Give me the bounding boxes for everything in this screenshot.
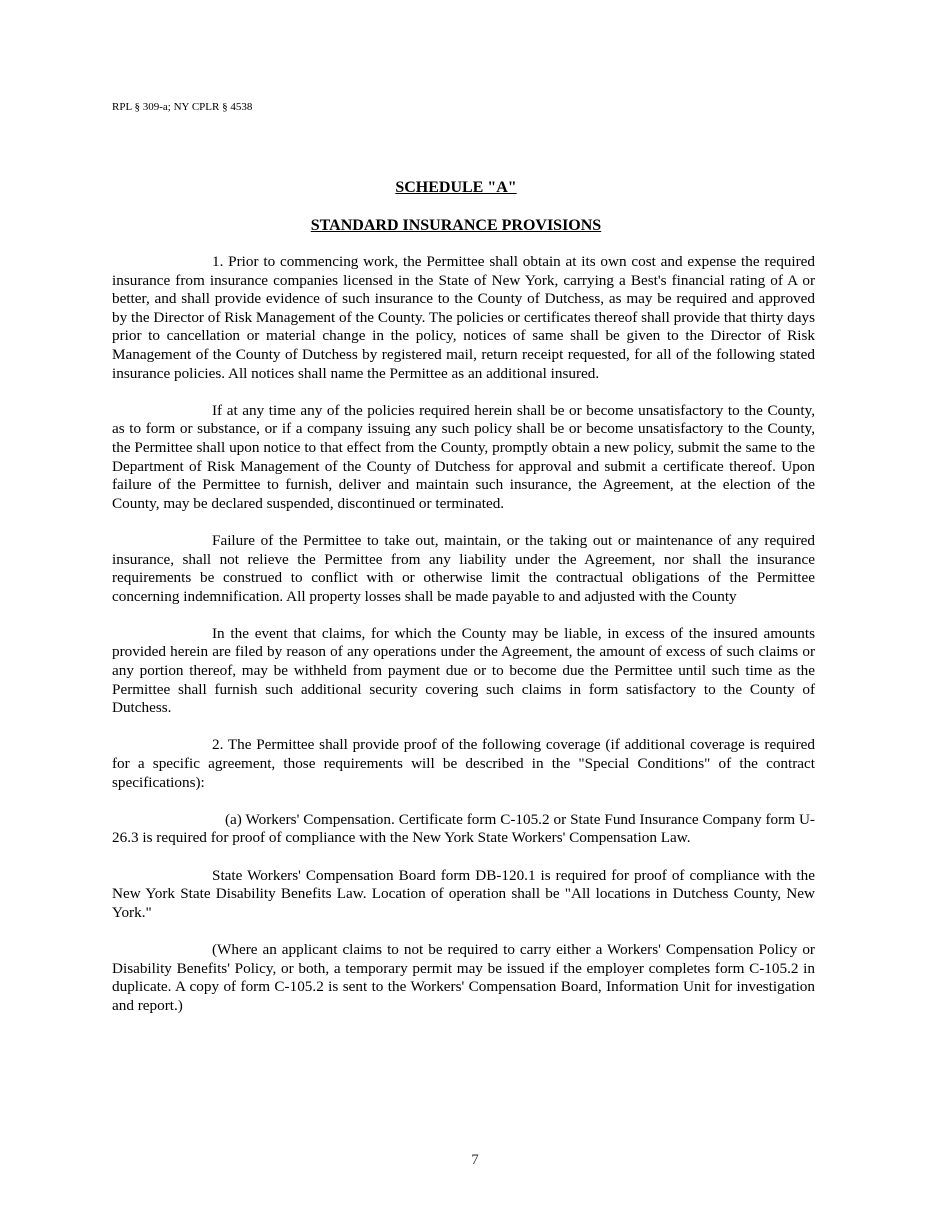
statute-reference: RPL § 309-a; NY CPLR § 4538 <box>112 101 253 113</box>
paragraph-2: If at any time any of the policies required herein shall be or become unsatisfactory to the County, as to form or substance, or if a company issuing any such policy shall be or become unsatisfactory to the County, the Permittee shall upon notice to that effect from the County, promptly obtain a new policy, submit the same to the Department of Risk Management of the County of Dutchess for approval and submit a certificate thereof. Upon failure of the Permittee to furnish, deliver and maintain such insurance, the Agreement, at the election of the County, may be declared suspended, discontinued or terminated. <box>112 401 815 512</box>
paragraph-5: 2. The Permittee shall provide proof of the following coverage (if additional coverage is required for a specific agreement, those requirements will be described in the "Special Conditions" of the contract specifications): <box>112 736 815 791</box>
paragraph-3: Failure of the Permittee to take out, maintain, or the taking out or maintenance of any required insurance, shall not relieve the Permittee from any liability under the Agreement, nor shall the insurance requirements be construed to conflict with or otherwise limit the contractual obligations of the Permittee concerning indemnification. All property losses shall be made payable to and adjusted with the County <box>112 531 815 605</box>
section-title: STANDARD INSURANCE PROVISIONS <box>310 217 602 234</box>
paragraph-1: 1. Prior to commencing work, the Permittee shall obtain at its own cost and expense the required insurance from insurance companies licensed in the State of New York, carrying a Best's financial rating of A or better, and shall provide evidence of such insurance to the County of Dutchess, as may be required and approved by the Director of Risk Management of the County. The policies or certificates thereof shall provide that thirty days prior to cancellation or material change in the policy, notices of same shall be given to the Director of Risk Management of the County of Dutchess by registered mail, return receipt requested, for all of the following stated insurance policies. All notices shall name the Permittee as an additional insured. <box>112 253 815 382</box>
page-number: 7 <box>471 1152 479 1168</box>
paragraph-8: (Where an applicant claims to not be required to carry either a Workers' Compensation Policy or Disability Benefits' Policy, or both, a temporary permit may be issued if the employer completes form C-105.2 in duplicate. A copy of form C-105.2 is sent to the Workers' Compensation Board, Information Unit for investigation and report.) <box>112 940 815 1014</box>
paragraph-4: In the event that claims, for which the County may be liable, in excess of the insured amounts provided herein are filed by reason of any operations under the Agreement, the amount of excess of such claims or any portion thereof, may be withheld from payment due or to become due the Permittee until such time as the Permittee shall furnish such additional security covering such claims in form satisfactory to the County of Dutchess. <box>112 624 815 717</box>
paragraph-6: (a) Workers' Compensation. Certificate form C-105.2 or State Fund Insurance Company form U-26.3 is required for proof of compliance with the New York State Workers' Compensation Law. <box>112 810 815 847</box>
document-body <box>112 253 815 1034</box>
paragraph-7: State Workers' Compensation Board form DB-120.1 is required for proof of compliance with the New York State Disability Benefits Law. Location of operation shall be "All locations in Dutchess County, New York." <box>112 866 815 921</box>
schedule-title: SCHEDULE "A" <box>395 179 517 196</box>
